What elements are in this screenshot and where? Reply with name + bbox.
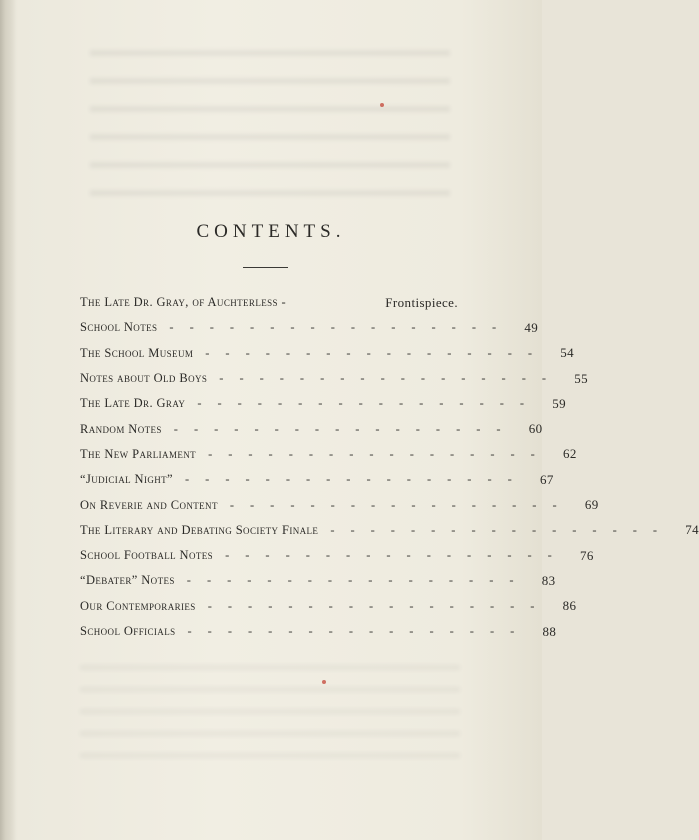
entry-title: “Judicial Night” [80,472,173,487]
contents-entry [80,492,599,517]
contents-entry [80,366,589,391]
dot-leader: ----------------- [229,497,573,512]
page-title: CONTENTS. [196,221,346,242]
entry-page-number: 74 [685,522,699,538]
contents-entry [80,594,577,619]
dot-leader: ----------------- [197,396,541,411]
dot-leader: ----------------- [205,345,549,360]
entry-page-number: 69 [584,497,599,513]
entry-title: The Late Dr. Gray [80,396,186,411]
entry-title: “Debater” Notes [80,573,175,588]
entry-page-number: 62 [563,446,577,462]
entry-title: On Reverie and Content [80,497,218,512]
entry-page-number: 59 [552,395,567,411]
dot-leader: ----------------- [225,548,568,563]
title-divider [243,267,288,268]
dot-leader: ----------------- [186,573,530,588]
entry-page-number: 60 [528,421,543,437]
contents-entry [80,391,567,416]
entry-page-number: 88 [542,623,557,639]
ink-spot [322,680,326,684]
entry-page-number: 76 [580,547,594,563]
entry-title: School Football Notes [80,548,214,563]
entry-title: The Literary and Debating Society Finale [80,522,319,537]
page-edge-shadow [0,0,16,840]
dot-leader: ----------------- [187,624,531,638]
dot-leader: ----------------- [208,446,551,461]
entry-title: Our Contemporaries [80,598,196,613]
contents-entry [80,442,577,467]
bleed-through-text-top [90,50,450,200]
contents-entry [80,416,543,441]
contents-entry [80,518,699,543]
entry-title: Random Notes [80,421,162,436]
contents-entry [80,315,539,340]
contents-list [80,290,699,644]
entry-page-number: 54 [560,345,575,361]
dot-leader: ----------------- [185,472,528,487]
contents-entry [80,619,557,644]
dot-leader: ----------------- [330,522,674,537]
dot-leader: ----------------- [219,371,563,386]
entry-title: The Late Dr. Gray, of Auchterless - [80,295,287,310]
entry-page-number: 86 [562,598,577,614]
entry-title: Notes about Old Boys [80,371,208,386]
dot-leader: ----------------- [207,598,551,613]
entry-page-number: 55 [574,370,589,386]
contents-entry [80,290,458,315]
entry-title: School Officials [80,624,176,638]
entry-title: The New Parliament [80,446,197,461]
entry-page-number: 67 [539,471,554,487]
contents-entry [80,543,594,568]
dot-leader: ----------------- [173,421,517,436]
contents-entry [80,341,575,366]
bleed-through-text-bottom [80,665,460,775]
entry-page-number: 49 [524,319,539,335]
ink-spot [380,103,384,107]
entry-title: The School Museum [80,345,194,360]
contents-entry [80,467,554,492]
entry-title: School Notes [80,320,158,335]
entry-page-number: 83 [541,572,556,588]
contents-entry [80,568,556,593]
dot-leader: ----------------- [169,320,513,335]
entry-page-number: Frontispiece. [385,294,458,310]
